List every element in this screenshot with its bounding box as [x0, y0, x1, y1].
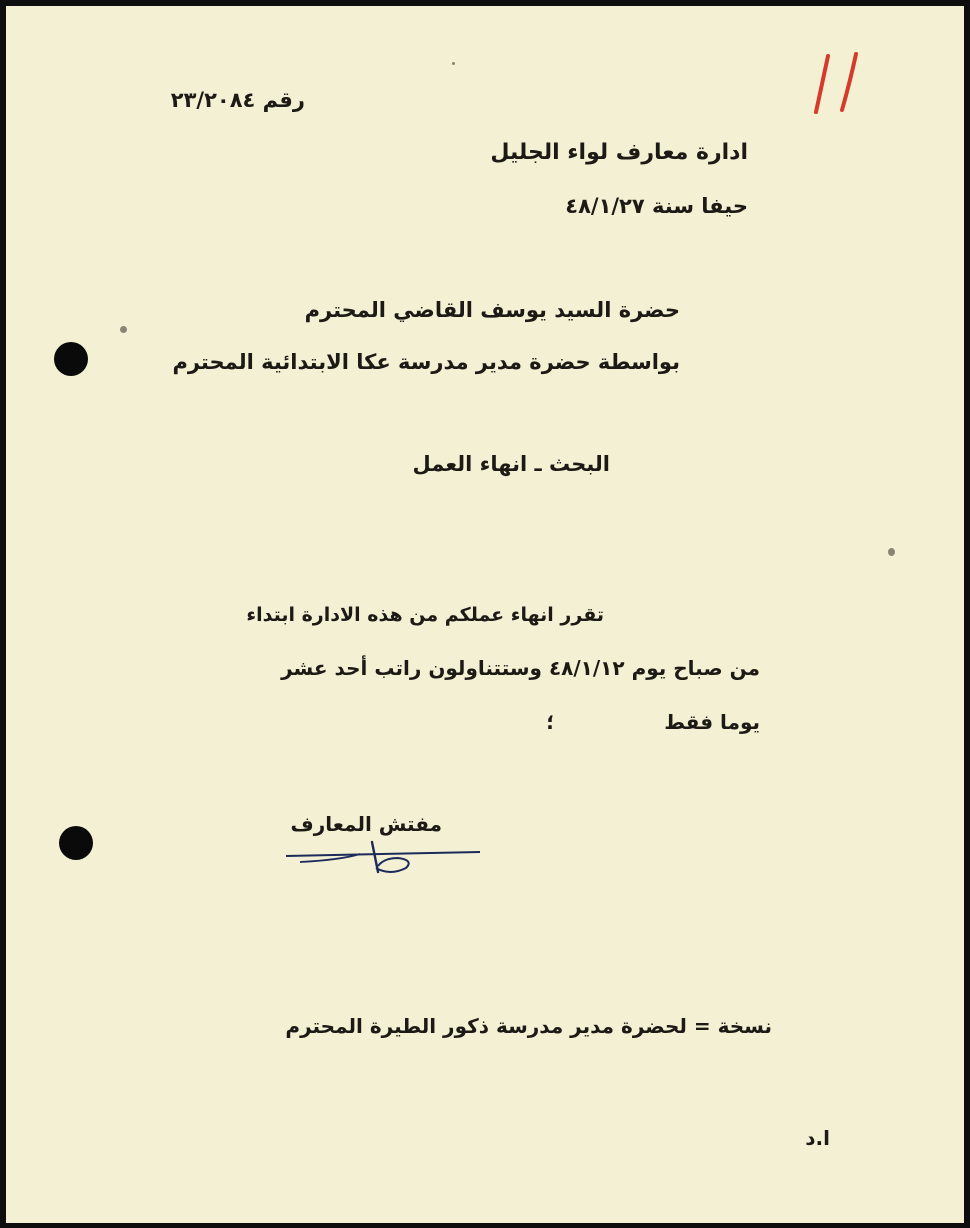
paper-speck — [452, 62, 455, 65]
subject-line: البحث ـ انهاء العمل — [412, 452, 610, 476]
scan-border-right — [964, 0, 970, 1228]
addressee-line-1: حضرة السيد يوسف القاضي المحترم — [304, 298, 680, 322]
scan-border-bottom — [0, 1223, 970, 1228]
handwritten-signature — [280, 832, 490, 882]
copy-to-line: نسخة = لحضرة مدير مدرسة ذكور الطيرة المحترم — [285, 1014, 772, 1038]
body-line-3 — [546, 710, 760, 734]
scan-border-top — [0, 0, 970, 6]
paper-speck — [120, 326, 127, 333]
addressee-line-2: بواسطة حضرة مدير مدرسة عكا الابتدائية المحترم — [172, 350, 680, 374]
red-file-number-mark — [808, 48, 868, 118]
department-heading: ادارة معارف لواء الجليل — [490, 140, 748, 165]
body-line-1: تقرر انهاء عملكم من هذه الادارة ابتداء — [246, 604, 604, 626]
body-line-3-end-mark: ؛ — [546, 710, 555, 734]
date-line: حيفا سنة ٤٨/١/٢٧ — [565, 194, 748, 218]
reference-number: رقم ٢٣/٢٠٨٤ — [170, 88, 305, 112]
punch-hole-top — [54, 342, 88, 376]
body-line-3-text: يوما فقط — [664, 710, 760, 734]
signature-title: مفتش المعارف — [290, 812, 442, 836]
body-line-2: من صباح يوم ٤٨/١/١٢ وستتناولون راتب أحد عشر — [281, 656, 760, 680]
typist-initials: ا.د — [805, 1126, 830, 1150]
punch-hole-bottom — [59, 826, 93, 860]
paper-speck — [888, 548, 895, 556]
scan-border-left — [0, 0, 6, 1228]
